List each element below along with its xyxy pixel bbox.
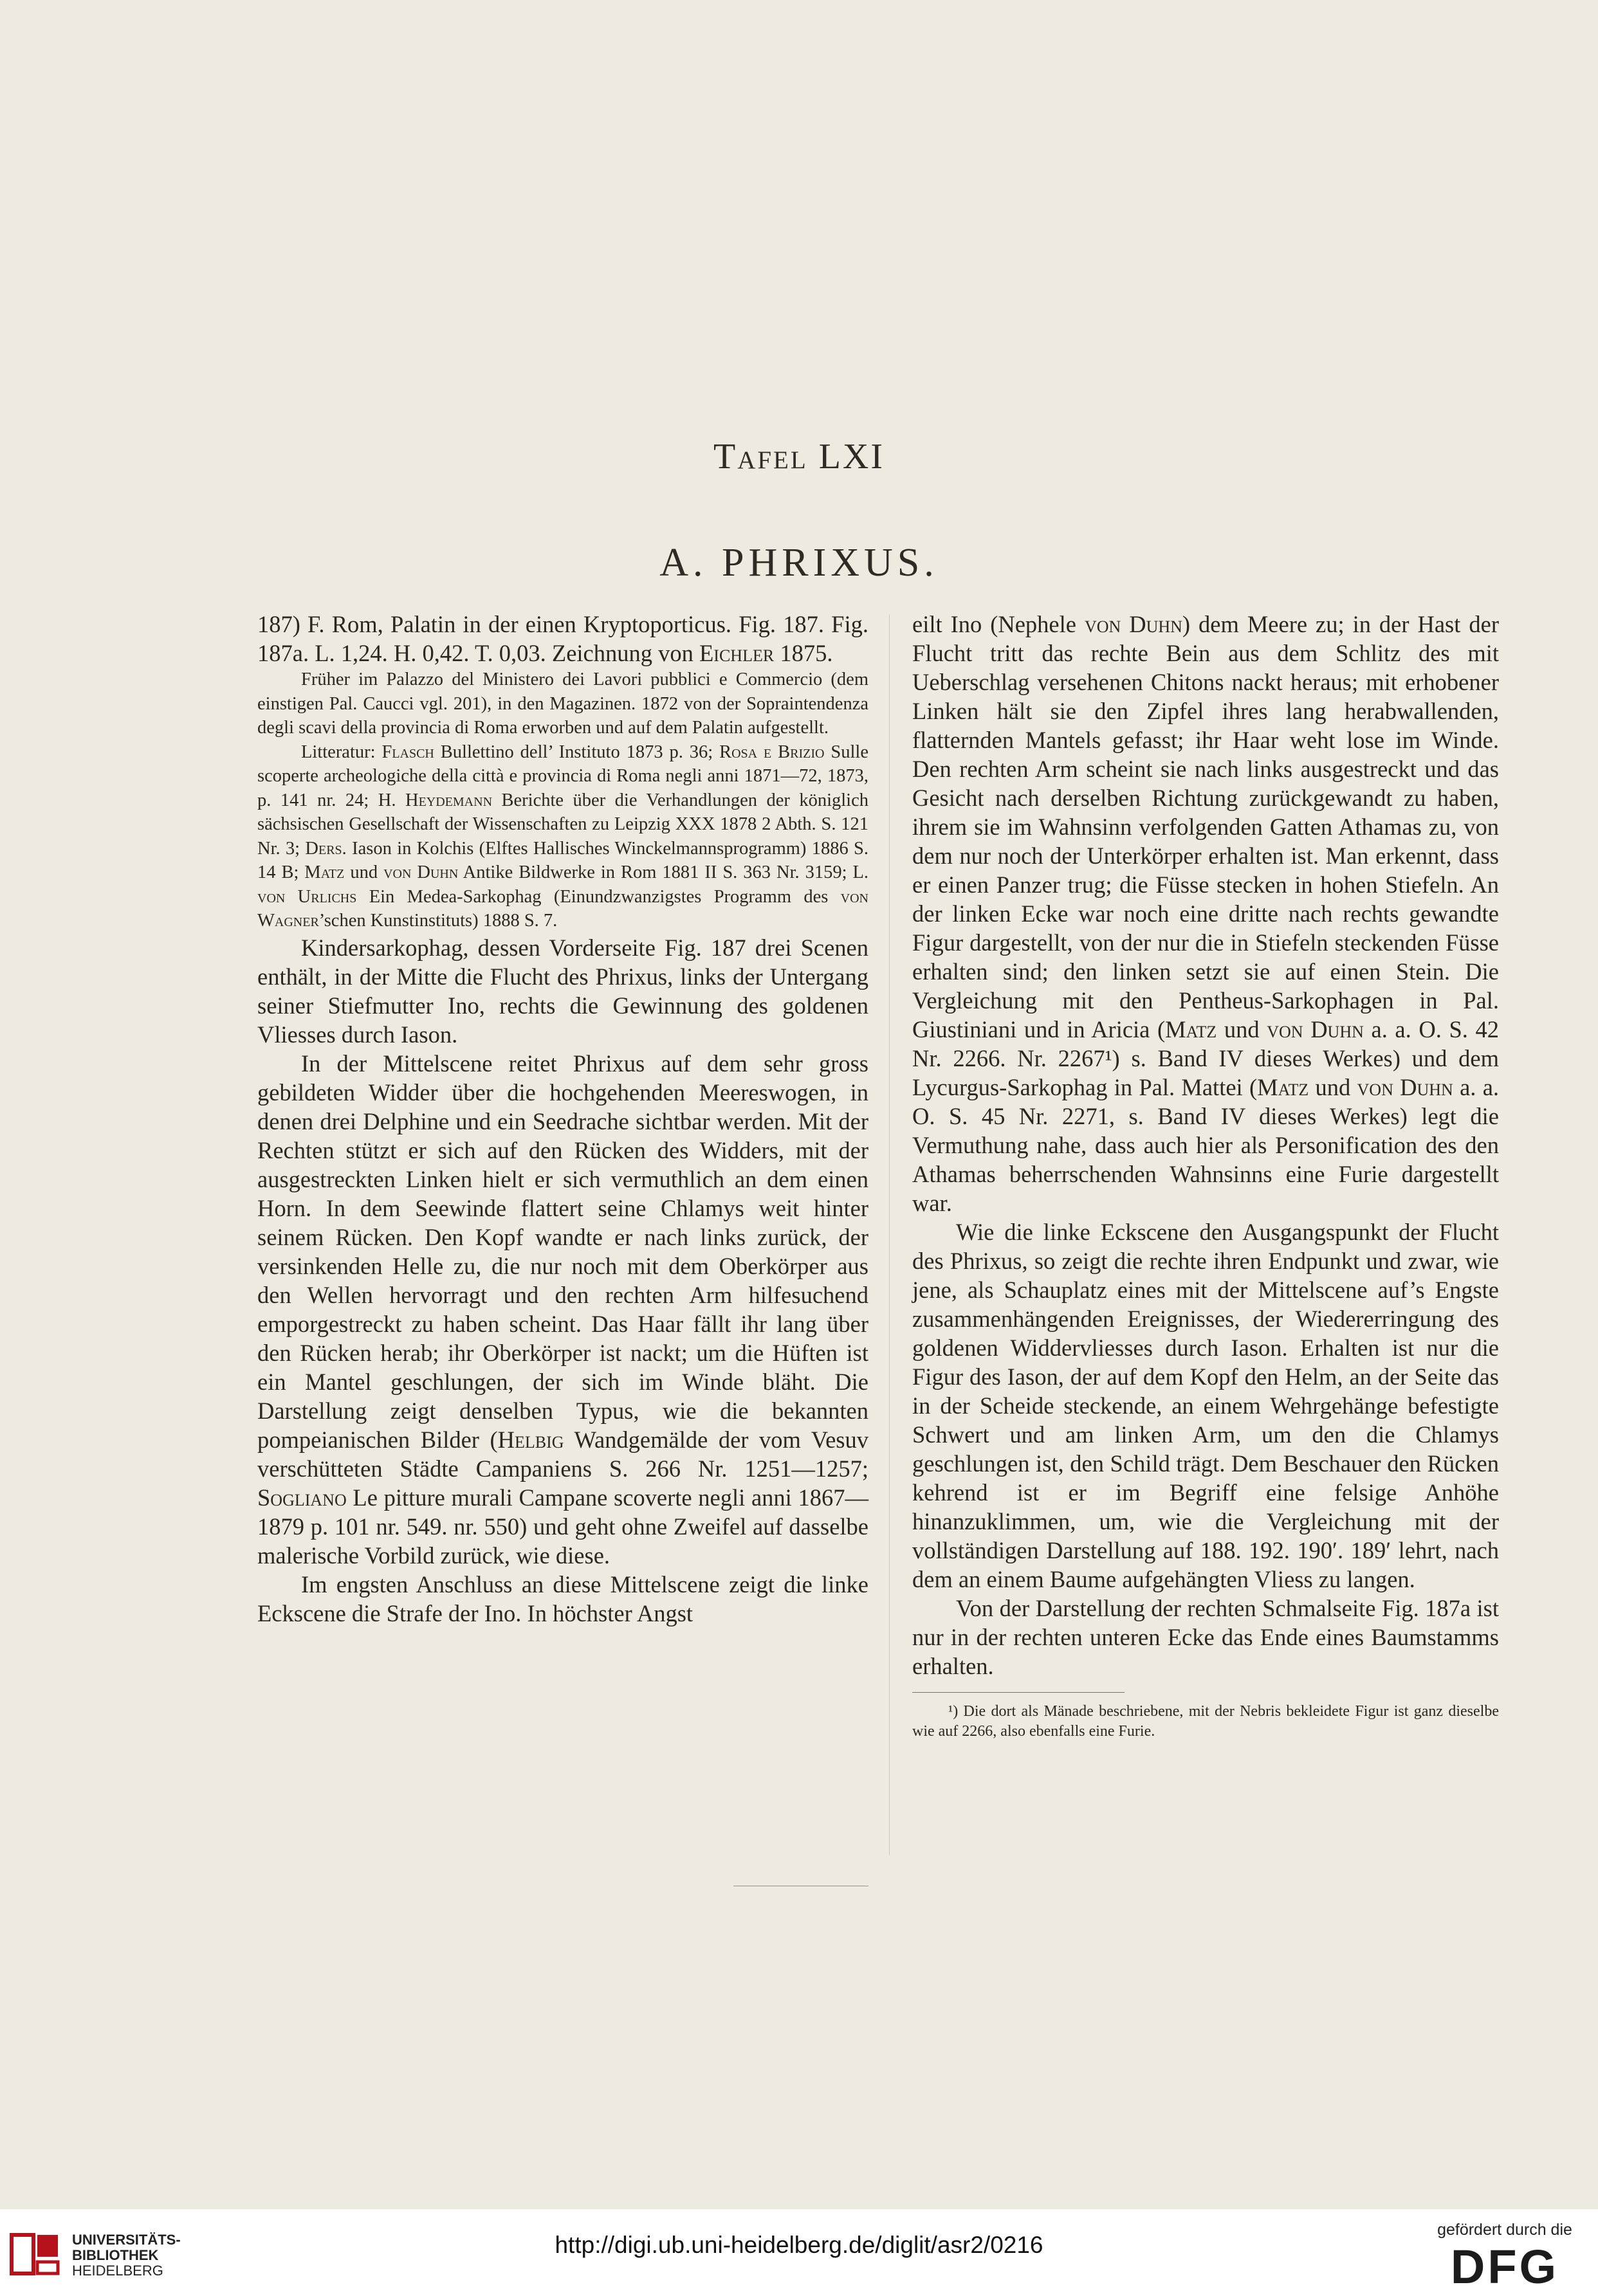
footnote: ¹) Die dort als Mänade beschriebene, mit der Nebris bekleidete Figur ist ganz dieselbe wie auf 2266, also ebenfalls eine Furie. <box>912 1703 1499 1740</box>
plate-word: Tafel <box>713 437 808 477</box>
footnote-separator <box>912 1692 1125 1693</box>
iason-paragraph: Wie die linke Eckscene den Ausgangspunkt der Flucht des Phrixus, so zeigt die rechte ihren Endpunkt und zwar, wie jene, als Schauplatz eines mit der Mittelscene auf’s Engste zusammenhängenden Ereignisses, der Wiedererringung des goldenen Widdervliesses durch Iason. Erhalten ist nur die Figur des Iason, der auf dem Kopf den Helm, an der Seite das in der Scheide steckende, an einem Wehrgehänge befestigte Schwert und am linken Arm, um den die Chlamys geschlungen ist, den Schild trägt. Dem Beschauer den Rücken kehrend ist er im Begriff eine felsige Anhöhe hinanzuklimmen, um, wie die Vergleichung mit der vollständigen Darstellung auf 188. 192. 190′. 189′ lehrt, nach dem an einem Baume aufgehängten Vliess zu langen. <box>912 1219 1499 1592</box>
middle-scene-paragraph: In der Mittelscene reitet Phrixus auf dem sehr gross gebildeten Widder über die hochgehenden Meereswogen, in denen drei Delphine und ein Seedrache sichtbar werden. Mit der Rechten stützt er sich auf den Rücken des Widders, mit der ausgestreckten Linken hielt er sich vermuthlich an dem einen Horn. In dem Seewinde flattert seine Chlamys weit hinter seinem Rücken. Den Kopf wandte er nach links zurück, der versinkenden Helle zu, die nur noch mit dem Oberkörper aus den Wellen hervorragt und den rechten Arm hilfesuchend emporgestreckt zu haben scheint. Das Haar fällt ihr lang über den Rücken herab; ihr Oberkörper ist nackt; um die Hüften ist ein Mantel geschlungen, der sich im Winde bläht. Die Darstellung zeigt denselben Typus, wie die bekannten pompeianischen Bilder (Helbig Wandgemälde der vom Vesuv verschütteten Städte Campaniens S. 266 Nr. 1251—1257; Sogliano Le pitture murali Campane scoverte negli anni 1867—1879 p. 101 nr. 549. nr. 550) und geht ohne Zweifel auf dasselbe malerische Vorbild zurück, wie diese. <box>257 1050 868 1569</box>
column-divider <box>889 614 890 1855</box>
dfg-logo: DFG <box>1450 2240 1559 2293</box>
source-url-link[interactable]: http://digi.ub.uni-heidelberg.de/diglit/asr2/0216 <box>555 2232 1043 2258</box>
funder-note: gefördert durch die <box>1437 2221 1572 2239</box>
narrow-side-paragraph: Von der Darstellung der rechten Schmalseite Fig. 187a ist nur in der rechten unteren Ecke das Ende eines Baumstamms erhalten. <box>912 1595 1499 1679</box>
entry-heading: 187) F. Rom, Palatin in der einen Kryptoporticus. Fig. 187. Fig. 187a. L. 1,24. H. 0,42. T. 0,03. Zeichnung von Eichler 1875. <box>257 611 868 666</box>
left-scene-paragraph: Im engsten Anschluss an diese Mittelscene zeigt die linke Eckscene die Strafe der Ino. In höchster Angst <box>257 1571 868 1626</box>
plate-number: LXI <box>818 437 885 477</box>
section-title: A. PHRIXUS. <box>659 541 939 585</box>
right-column <box>912 610 1499 1742</box>
plate-heading <box>0 436 1598 477</box>
provenance-paragraph: Früher im Palazzo del Ministero dei Lavori pubblici e Commercio (dem einstigen Pal. Caucci vgl. 201), in den Magazinen. 1872 von der Sopraintendenza degli scavi della provincia di Roma erworben und auf dem Palatin aufgestellt. <box>257 670 868 738</box>
library-name: UNIVERSITÄTS- BIBLIOTHEK HEIDELBERG <box>72 2232 181 2279</box>
left-column <box>257 610 868 1628</box>
description-paragraph: Kindersarkophag, dessen Vorderseite Fig. 187 drei Scenen enthält, in der Mitte die Flucht des Phrixus, links der Untergang seiner Stiefmutter Ino, rechts die Gewinnung des goldenen Vliesses durch Iason. <box>257 934 868 1048</box>
literature-paragraph: Litteratur: Flasch Bullettino dell’ Instituto 1873 p. 36; Rosa e Brizio Sulle scoperte archeologiche della città e provincia di Roma negli anni 1871—72, 1873, p. 141 nr. 24; H. Heydemann Berichte über die Verhandlungen der königlich sächsischen Gesellschaft der Wissenschaften zu Leipzig XXX 1878 2 Abth. S. 121 Nr. 3; Ders. Iason in Kolchis (Elftes Hallisches Winckelmannsprogramm) 1886 S. 14 B; Matz und von Duhn Antike Bildwerke in Rom 1881 II S. 363 Nr. 3159; L. von Urlichs Ein Medea-Sarkophag (Einundzwanzigstes Programm des von Wagner’schen Kunstinstituts) 1888 S. 7. <box>257 742 869 931</box>
ino-paragraph: eilt Ino (Nephele von Duhn) dem Meere zu; in der Hast der Flucht tritt das rechte Bein aus dem Schlitz des mit Ueberschlag versehenen Chitons nackt heraus; mit erhobener Linken hält sie den Zipfel ihres lang herabwallenden, flatternden Mantels gefasst; ihr Haar weht lose im Winde. Den rechten Arm scheint sie nach links ausgestreckt und das Gesicht nach derselben Richtung zurückgewandt zu haben, ihrem sie im Wahnsinn verfolgenden Gatten Athamas zu, von dem nur noch der Unterkörper erhalten ist. Man erkennt, dass er einen Panzer trug; die Füsse stecken in hohen Stiefeln. An der linken Ecke war noch eine dritte nach rechts gewandte Figur dargestellt, von der nur die in Stiefeln steckenden Füsse erhalten sind; den linken setzt sie auf einen Stein. Die Vergleichung mit den Pentheus-Sarkophagen in Pal. Giustiniani und in Aricia (Matz und von Duhn a. a. O. S. 42 Nr. 2266. Nr. 2267¹) s. Band IV dieses Werkes) und dem Lycurgus-Sarkophag in Pal. Mattei (Matz und von Duhn a. a. O. S. 45 Nr. 2271, s. Band IV dieses Werkes) legt die Vermuthung nahe, dass auch hier als Personification des den Athamas beherrschenden Wahnsinns eine Furie dargestellt war. <box>912 611 1500 1216</box>
footer-bar <box>0 2209 1598 2296</box>
funder-block <box>1431 2221 1579 2295</box>
